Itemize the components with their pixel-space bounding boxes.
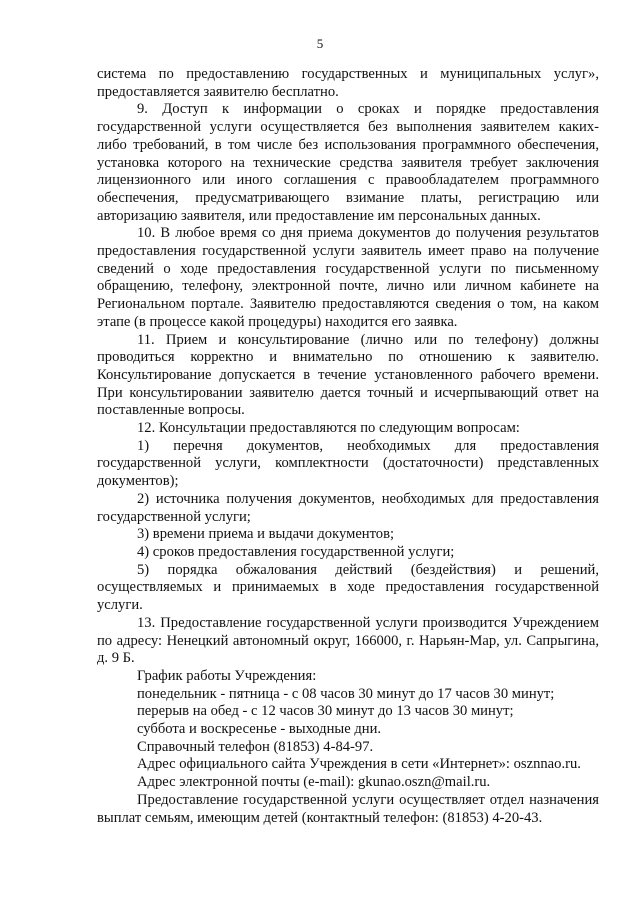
- paragraph-continuation: система по предоставлению государственных и муниципальных услуг», предоставляется заявителю бесплатно.: [97, 66, 599, 100]
- schedule-weekdays: понедельник - пятница - с 08 часов 30 минут до 17 часов 30 минут;: [137, 685, 555, 702]
- schedule-weekend: суббота и воскресенье - выходные дни.: [137, 721, 382, 738]
- email-address: Адрес электронной почты (e-mail): gkunao.oszn@mail.ru.: [137, 774, 491, 791]
- website-address: Адрес официального сайта Учреждения в сети «Интернет»: osznnao.ru.: [137, 756, 581, 773]
- list-item-3: 3) времени приема и выдачи документов;: [137, 526, 395, 543]
- department-contact: Предоставление государственной услуги осуществляет отдел назначения выплат семьям, имеющим детей (контактный телефон: (81853) 4-20-43.: [97, 791, 599, 826]
- list-item-2: 2) источника получения документов, необходимых для предоставления государственной услуги;: [97, 490, 599, 525]
- schedule-lunch: перерыв на обед - с 12 часов 30 минут до 13 часов 30 минут;: [137, 703, 514, 720]
- list-item-5: 5) порядка обжалования действий (бездействия) и решений, осуществляемых и принимаемых в ходе предоставления государственной услуги.: [97, 561, 599, 614]
- reference-phone: Справочный телефон (81853) 4-84-97.: [137, 738, 374, 755]
- list-item-1: 1) перечня документов, необходимых для предоставления государственной услуги, комплектности (достаточности) представленных документов);: [97, 437, 599, 490]
- page-number: 5: [316, 36, 324, 51]
- list-item-4: 4) сроков предоставления государственной услуги;: [137, 543, 455, 560]
- paragraph-12: 12. Консультации предоставляются по следующим вопросам:: [137, 420, 520, 437]
- paragraph-13: 13. Предоставление государственной услуги производится Учреждением по адресу: Ненецкий автономный округ, 166000, г. Нарьян-Мар, ул. Сапрыгина, д. 9 Б.: [97, 614, 599, 667]
- paragraph-11: 11. Прием и консультирование (лично или по телефону) должны проводиться корректно и внимательно по отношению к заявителю. Консультирование допускается в течение установленного рабочего времени. При консультировании заявителю дается точный и исчерпывающий ответ на поставленные вопросы.: [97, 331, 599, 419]
- paragraph-10: 10. В любое время со дня приема документов до получения результатов предоставления государственной услуги заявитель имеет право на получение сведений о ходе предоставления государственной услуги по письменному обращению, телефону, электронной почте, лично или личном кабинете на Региональном портале. Заявителю предоставляются сведения о том, на каком этапе (в процессе какой процедуры) находится его заявка.: [97, 225, 599, 330]
- paragraph-9: 9. Доступ к информации о сроках и порядке предоставления государственной услуги осуществляется без выполнения заявителем каких-либо требований, в том числе без использования программного обеспечения, установка которого на технические средства заявителя требует заключения лицензионного или иного соглашения с правообладателем программного обеспечения, предусматривающего взимание платы, регистрацию или авторизацию заявителя, или предоставление им персональных данных.: [97, 101, 599, 224]
- schedule-heading: График работы Учреждения:: [137, 667, 317, 684]
- document-body: [97, 66, 599, 827]
